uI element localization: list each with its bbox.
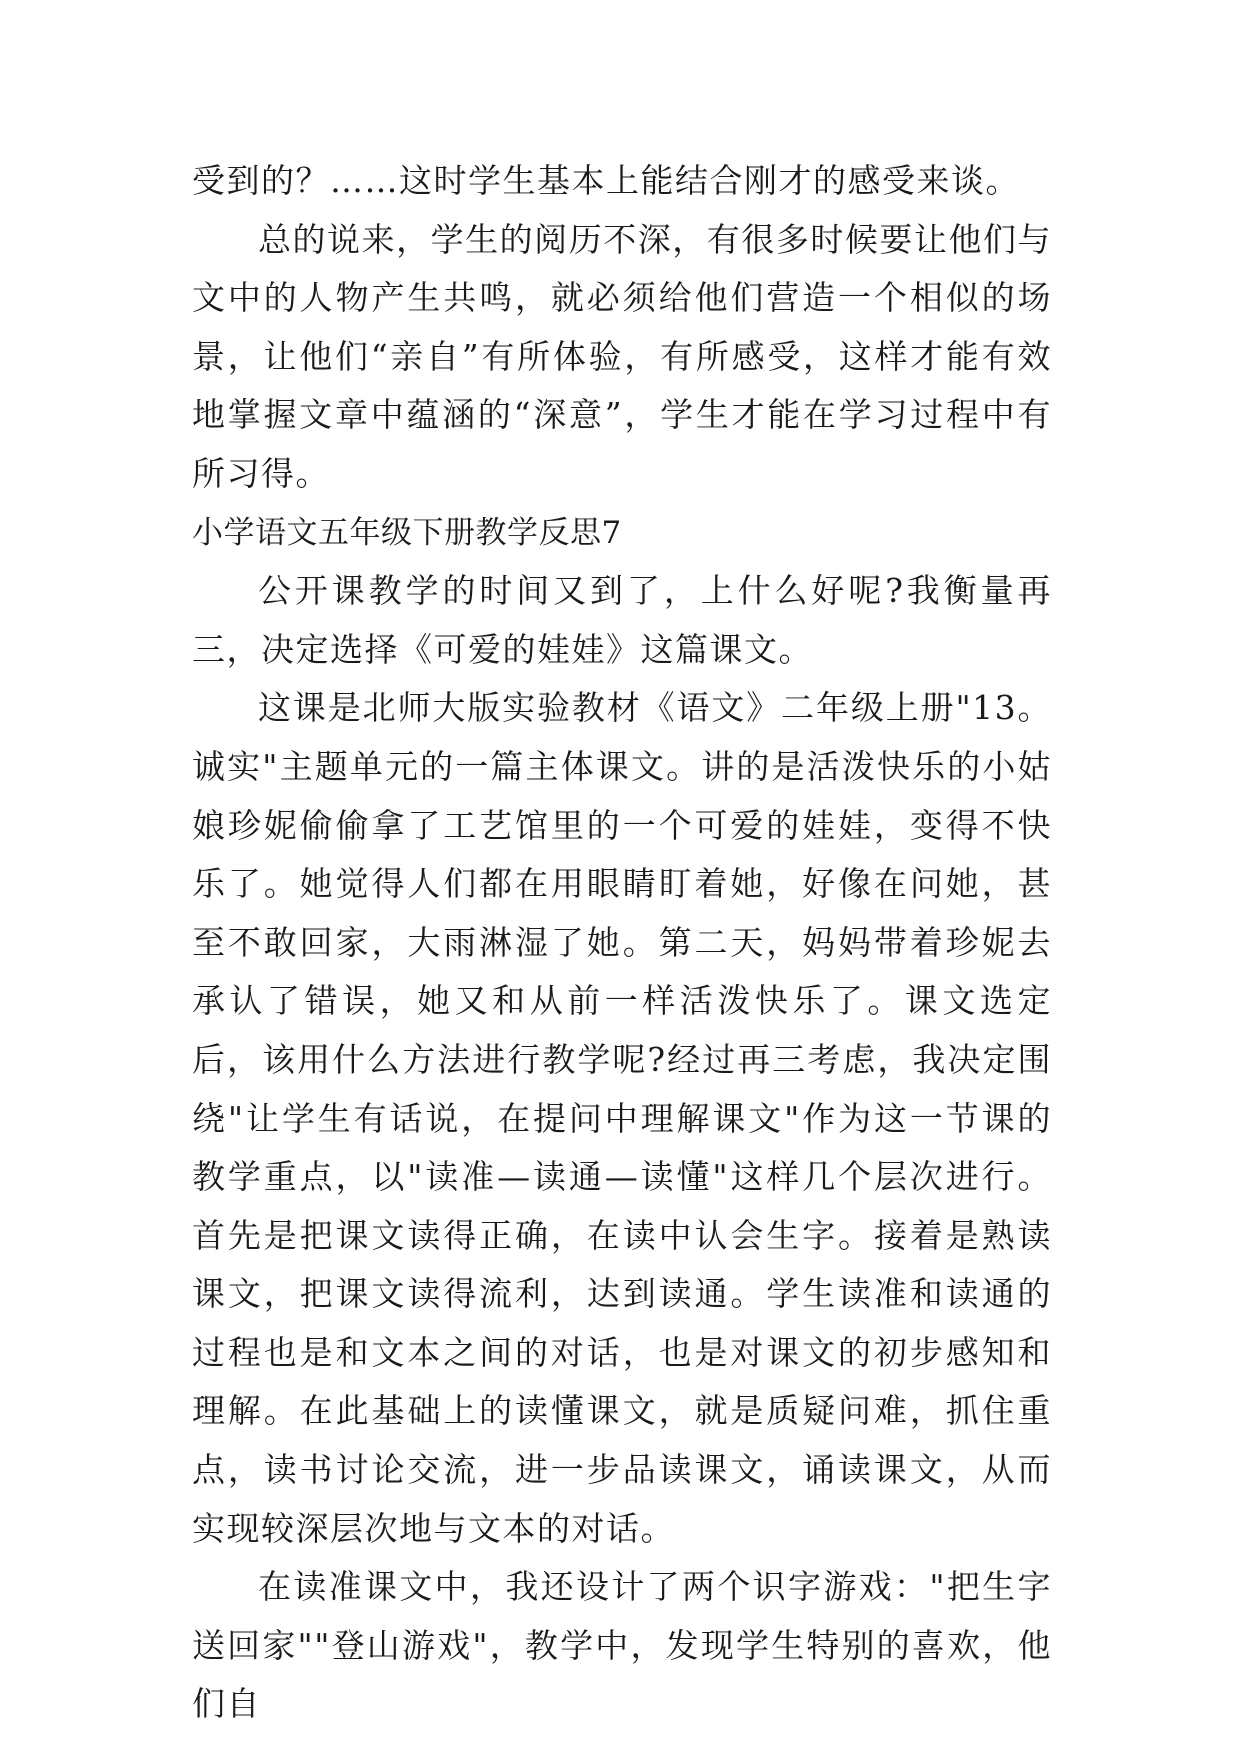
paragraph-continuation: 受到的？……这时学生基本上能结合刚才的感受来谈。 — [192, 161, 1020, 200]
paragraph-intro: 公开课教学的时间又到了，上什么好呢?我衡量再三，决定选择《可爱的娃娃》这篇课文。 — [192, 571, 1052, 669]
paragraph-literacy-games: 在读准课文中，我还设计了两个识字游戏："把生字送回家""登山游戏"，教学中，发现学生特别的喜欢，他们自 — [192, 1567, 1052, 1724]
document-page — [192, 152, 1052, 1734]
section-heading: 小学语文五年级下册教学反思7 — [192, 514, 622, 551]
paragraph-lesson-description: 这课是北师大版实验教材《语文》二年级上册"13。诚实"主题单元的一篇主体课文。讲的是活泼快乐的小姑娘珍妮偷偷拿了工艺馆里的一个可爱的娃娃，变得不快乐了。她觉得人们都在用眼睛盯着她，好像在问她，甚至不敢回家，大雨淋湿了她。第二天，妈妈带着珍妮去承认了错误，她又和从前一样活泼快乐了。课文选定后，该用什么方法进行教学呢?经过再三考虑，我决定围绕"让学生有话说，在提问中理解课文"作为这一节课的教学重点，以"读准—读通—读懂"这样几个层次进行。首先是把课文读得正确，在读中认会生字。接着是熟读课文，把课文读得流利，达到读通。学生读准和读通的过程也是和文本之间的对话，也是对课文的初步感知和理解。在此基础上的读懂课文，就是质疑问难，抓住重点，读书讨论交流，进一步品读课文，诵读课文，从而实现较深层次地与文本的对话。 — [192, 688, 1052, 1548]
paragraph-summary: 总的说来，学生的阅历不深，有很多时候要让他们与文中的人物产生共鸣，就必须给他们营造一个相似的场景，让他们“亲自”有所体验，有所感受，这样才能有效地掌握文章中蕴涵的“深意”，学生才能在学习过程中有所习得。 — [192, 219, 1052, 493]
